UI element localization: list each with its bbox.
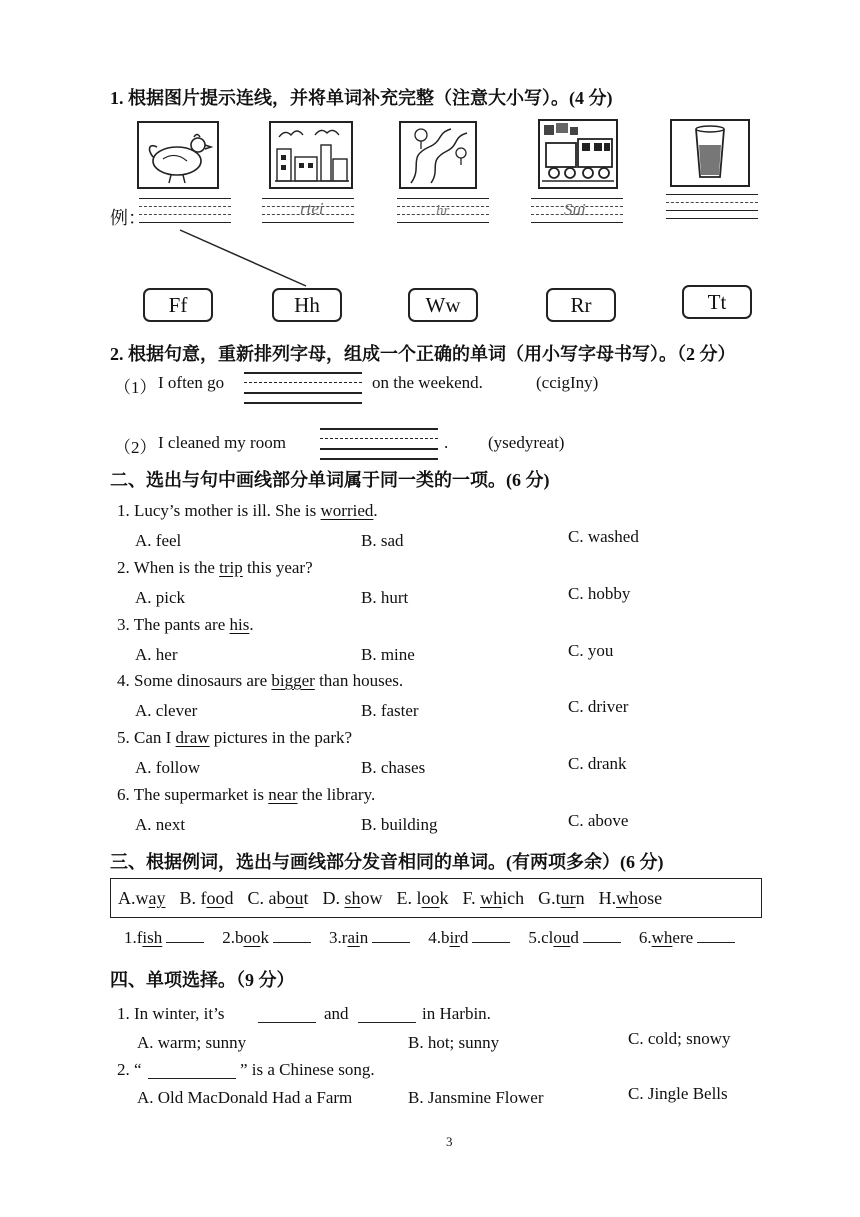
word-prefix: 4.b: [428, 928, 450, 947]
option-c: C. above: [568, 811, 629, 830]
underlined-word: trip: [219, 558, 243, 577]
q4-1-option-c: C. cold; snowy: [628, 1029, 731, 1048]
q4-2-option-c: C. Jingle Bells: [628, 1084, 728, 1103]
option-a: A. her: [135, 645, 178, 664]
example-word-5: [528, 928, 639, 947]
word-suffix: k: [260, 928, 270, 947]
option-prefix: F.: [462, 888, 481, 908]
page-number: 3: [446, 1134, 453, 1149]
part3-heading: 三、根据例词，选出与画线部分发音相同的单词。(有两项多余）(6 分): [110, 852, 664, 872]
option-a: A. feel: [135, 531, 182, 550]
option-prefix: G.t: [538, 888, 561, 908]
q4-1-blank-1: [258, 1022, 316, 1023]
answer-blank: [166, 941, 204, 943]
example-word-2: [222, 928, 329, 947]
underlined-sound: ou: [285, 888, 304, 908]
option-prefix: A.w: [118, 888, 149, 908]
option-suffix: k: [439, 888, 449, 908]
letter-box-rr: Rr: [546, 288, 616, 322]
option-c: C. drank: [568, 754, 627, 773]
option-suffix: t: [303, 888, 309, 908]
answer-blank: [273, 941, 311, 943]
q4-1-blank-2: [358, 1022, 416, 1023]
q2-2-line: [320, 428, 438, 430]
underlined-sound: oo: [421, 888, 440, 908]
q4-2-option-a: A. Old MacDonald Had a Farm: [137, 1088, 353, 1107]
pronunciation-option: [538, 879, 585, 917]
letter-box-ww: Ww: [408, 288, 478, 322]
q4-2-open: 2. “: [117, 1060, 142, 1079]
example-connector-line: [170, 226, 320, 296]
q2-1-hint: (ccigIny): [536, 373, 599, 392]
underlined-sound: sh: [344, 888, 361, 908]
letter-box-ff: Ff: [143, 288, 213, 322]
part2-question-1: [117, 501, 378, 521]
part4-heading: 四、单项选择。（9 分）: [110, 970, 295, 990]
word-suffix: d: [459, 928, 469, 947]
q4-1-text: 1. In winter, it’s: [117, 1004, 225, 1023]
q4-1-and: and: [324, 1004, 349, 1023]
option-b: B. chases: [361, 758, 426, 777]
answer-blank: [472, 941, 510, 943]
option-c: C. washed: [568, 527, 639, 546]
part2-heading: 二、选出与句中画线部分单词属于同一类的一项。(6 分): [110, 470, 550, 490]
question-text: 1. Lucy’s mother is ill. She is: [117, 501, 321, 520]
underlined-word: bigger: [271, 671, 315, 690]
underlined-word: draw: [175, 728, 210, 747]
option-prefix: D.: [322, 888, 345, 908]
pronunciation-option: [248, 879, 309, 917]
option-c: C. hobby: [568, 584, 631, 603]
river-icon: [399, 121, 477, 189]
answer-blank: [697, 941, 735, 943]
glass-of-water-icon: [670, 119, 750, 187]
pronunciation-option: [323, 879, 383, 917]
underlined-sound: oo: [243, 928, 261, 947]
section2-heading: 2. 根据句意，重新排列字母，组成一个正确的单词（用小写字母书写）。（2 分）: [110, 344, 736, 364]
word-fragment-4: Sui: [564, 200, 586, 219]
word-prefix: 6.: [638, 928, 652, 947]
option-suffix: n: [575, 888, 585, 908]
question-text-end: .: [373, 501, 378, 520]
handwriting-lines-5: [666, 194, 758, 226]
word-prefix: 3.r: [329, 928, 348, 947]
q2-1-line: [244, 372, 362, 374]
underlined-sound: ou: [553, 928, 571, 947]
q2-2-text: I cleaned my room: [158, 433, 286, 452]
question-text: 3. The pants are: [117, 615, 230, 634]
option-a: A. pick: [135, 588, 186, 607]
underlined-sound: wh: [651, 928, 673, 947]
q4-1-option-b: B. hot; sunny: [408, 1033, 500, 1052]
option-b: B. faster: [361, 701, 419, 720]
q4-2-blank: [148, 1078, 236, 1079]
pronunciation-option: [463, 879, 525, 917]
q2-2-period: .: [444, 433, 449, 452]
option-b: B. sad: [361, 531, 404, 550]
answer-blank: [583, 941, 621, 943]
word-suffix: d: [570, 928, 579, 947]
option-b: B. hurt: [361, 588, 409, 607]
example-label: 例：: [110, 208, 146, 228]
pronunciation-option: [397, 879, 449, 917]
word-prefix: 1.f: [124, 928, 143, 947]
word-suffix: ere: [672, 928, 694, 947]
question-text-end: .: [249, 615, 254, 634]
option-suffix: ow: [360, 888, 383, 908]
question-text-end: than houses.: [314, 671, 404, 690]
q2-1-text-after: on the weekend.: [372, 373, 483, 392]
option-a: A. clever: [135, 701, 198, 720]
example-word-1: [124, 928, 222, 947]
word-fragment-2: rtei: [300, 199, 324, 218]
part2-question-6: [117, 785, 375, 805]
pronunciation-option: [599, 879, 663, 917]
underlined-word: near: [268, 785, 298, 804]
underlined-sound: wh: [480, 888, 503, 908]
option-a: A. next: [135, 815, 186, 834]
part2-question-5: [117, 728, 352, 748]
question-text: 4. Some dinosaurs are: [117, 671, 272, 690]
word-prefix: 5.cl: [528, 928, 554, 947]
q4-1-option-a: A. warm; sunny: [137, 1033, 247, 1052]
example-word-4: [428, 928, 528, 947]
option-prefix: B. f: [179, 888, 207, 908]
underlined-sound: ish: [142, 928, 163, 947]
hen-icon: [137, 121, 219, 189]
letter-box-hh: Hh: [272, 288, 342, 322]
option-a: A. follow: [135, 758, 201, 777]
underlined-sound: wh: [616, 888, 639, 908]
word-prefix: 2.b: [222, 928, 244, 947]
question-text-end: the library.: [297, 785, 376, 804]
option-c: C. you: [568, 641, 614, 660]
question-text-end: this year?: [242, 558, 313, 577]
underlined-word: his: [229, 615, 250, 634]
part2-question-3: [117, 615, 254, 635]
underlined-sound: ay: [148, 888, 166, 908]
q2-1-text: I often go: [158, 373, 225, 392]
option-prefix: E. l: [396, 888, 422, 908]
letter-box-tt: Tt: [682, 285, 752, 319]
option-prefix: H.: [598, 888, 617, 908]
underlined-sound: ir: [449, 928, 460, 947]
part2-question-2: [117, 558, 313, 578]
q4-1-end: in Harbin.: [422, 1004, 491, 1023]
train-icon: [538, 119, 618, 189]
option-suffix: ose: [638, 888, 663, 908]
example-word-3: [329, 928, 428, 947]
q4-2-option-b: B. Jansmine Flower: [408, 1088, 544, 1107]
option-prefix: C. ab: [247, 888, 286, 908]
part2-question-4: [117, 671, 403, 691]
question-text-end: pictures in the park?: [209, 728, 353, 747]
factory-icon: [269, 121, 353, 189]
q2-2-hint: (ysedyreat): [488, 433, 565, 452]
underlined-sound: ur: [560, 888, 576, 908]
question-text: 6. The supermarket is: [117, 785, 269, 804]
example-word-6: [639, 928, 753, 947]
question-text: 2. When is the: [117, 558, 220, 577]
question-text: 5. Can I: [117, 728, 176, 747]
q2-2-number: （2）: [114, 438, 157, 457]
word-suffix: n: [359, 928, 369, 947]
pronunciation-options-box: [110, 878, 762, 918]
option-suffix: d: [224, 888, 234, 908]
pronunciation-option: [180, 879, 234, 917]
pronunciation-option: [118, 879, 166, 917]
q2-1-number: （1）: [114, 378, 157, 397]
underlined-sound: oo: [206, 888, 225, 908]
q4-2-text: ” is a Chinese song.: [240, 1060, 375, 1079]
option-b: B. building: [361, 815, 438, 834]
section1-heading: 1. 根据图片提示连线，并将单词补充完整（注意大小写）。(4 分): [110, 88, 613, 108]
option-b: B. mine: [361, 645, 415, 664]
word-fragment-3: hr: [436, 203, 450, 219]
underlined-sound: ai: [347, 928, 360, 947]
answer-blank: [372, 941, 410, 943]
underlined-word: worried: [320, 501, 374, 520]
option-suffix: ich: [502, 888, 525, 908]
option-c: C. driver: [568, 697, 629, 716]
